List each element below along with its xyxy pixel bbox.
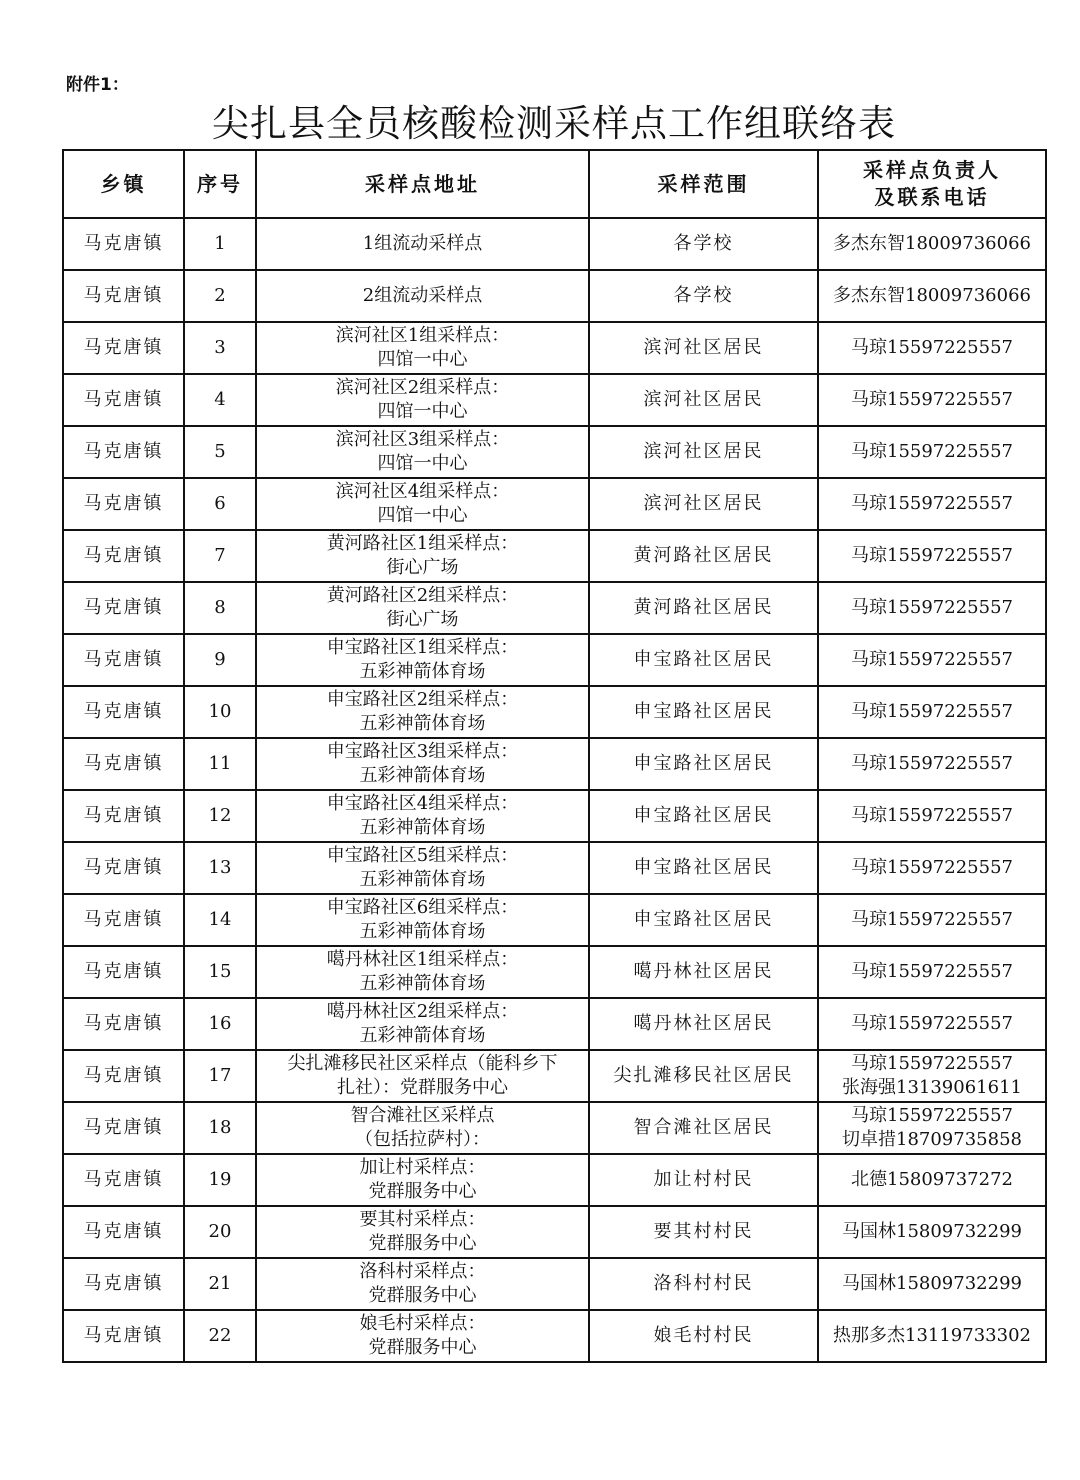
address-line2: 四馆一中心 (377, 453, 468, 474)
address-line2: 党群服务中心 (368, 1337, 477, 1358)
seq-text: 3 (214, 337, 226, 358)
contact-cell (818, 322, 1046, 374)
scope-cell (589, 1102, 818, 1154)
town-text: 马克唐镇 (83, 337, 164, 358)
table-row (63, 1050, 1046, 1102)
contact-cell (818, 946, 1046, 998)
scope-text: 噶丹林社区居民 (633, 1013, 774, 1034)
contact-line1: 马琼15597225557 (851, 597, 1013, 618)
town-cell (63, 1258, 184, 1310)
seq-cell (184, 270, 256, 322)
contact-line1: 马琼15597225557 (851, 493, 1013, 514)
table-row (63, 686, 1046, 738)
contact-line1: 马琼15597225557 (851, 649, 1013, 670)
seq-cell (184, 582, 256, 634)
scope-text: 智合滩社区居民 (633, 1117, 774, 1138)
contact-cell (818, 1050, 1046, 1102)
town-text: 马克唐镇 (83, 1169, 164, 1190)
seq-cell (184, 842, 256, 894)
scope-text: 申宝路社区居民 (633, 753, 774, 774)
seq-cell (184, 738, 256, 790)
address-cell (256, 1154, 589, 1206)
table-row (63, 946, 1046, 998)
table-row (63, 894, 1046, 946)
scope-cell (589, 686, 818, 738)
contact-table (62, 149, 1047, 1363)
contact-cell (818, 738, 1046, 790)
scope-text: 尖扎滩移民社区居民 (613, 1065, 794, 1086)
address-cell (256, 634, 589, 686)
table-row (63, 426, 1046, 478)
contact-line1: 马琼15597225557 (851, 1013, 1013, 1034)
address-line2: 街心广场 (386, 609, 459, 630)
address-line2: 党群服务中心 (368, 1285, 477, 1306)
scope-text: 滨河社区居民 (643, 493, 764, 514)
address-cell (256, 894, 589, 946)
contact-cell (818, 582, 1046, 634)
scope-text: 滨河社区居民 (643, 389, 764, 410)
town-text: 马克唐镇 (83, 1013, 164, 1034)
seq-text: 10 (208, 701, 232, 722)
scope-text: 各学校 (673, 233, 734, 254)
address-line2: 五彩神箭体育场 (359, 869, 486, 890)
contact-line1: 热那多杰13119733302 (833, 1325, 1031, 1346)
scope-text: 要其村村民 (653, 1221, 754, 1242)
town-text: 马克唐镇 (83, 857, 164, 878)
town-cell (63, 686, 184, 738)
seq-cell (184, 686, 256, 738)
address-cell (256, 218, 589, 270)
scope-cell (589, 842, 818, 894)
address-line2: 五彩神箭体育场 (359, 1025, 486, 1046)
table-row (63, 478, 1046, 530)
scope-cell (589, 270, 818, 322)
table-row (63, 842, 1046, 894)
scope-cell (589, 1050, 818, 1102)
header-contact-line1: 采样点负责人 (863, 158, 1001, 182)
address-cell (256, 738, 589, 790)
town-cell (63, 842, 184, 894)
scope-cell (589, 946, 818, 998)
seq-text: 6 (214, 493, 226, 514)
contact-line1: 马琼15597225557 (851, 753, 1013, 774)
address-line1: 黄河路社区1组采样点： (326, 533, 519, 554)
scope-cell (589, 478, 818, 530)
town-cell (63, 270, 184, 322)
seq-cell (184, 998, 256, 1050)
address-line2: 五彩神箭体育场 (359, 765, 486, 786)
town-cell (63, 1154, 184, 1206)
seq-cell (184, 946, 256, 998)
contact-cell (818, 790, 1046, 842)
table-row (63, 1102, 1046, 1154)
address-cell (256, 1102, 589, 1154)
seq-text: 5 (214, 441, 226, 462)
seq-cell (184, 1258, 256, 1310)
contact-line1: 马琼15597225557 (851, 961, 1013, 982)
scope-text: 洛科村村民 (653, 1273, 754, 1294)
contact-line1: 马琼15597225557 (851, 805, 1013, 826)
table-row (63, 1154, 1046, 1206)
header-scope: 采样范围 (589, 150, 818, 218)
contact-line1: 马琼15597225557 (851, 1053, 1013, 1074)
town-cell (63, 1102, 184, 1154)
header-town: 乡镇 (63, 150, 184, 218)
scope-cell (589, 1310, 818, 1362)
seq-text: 7 (214, 545, 226, 566)
address-line1: 黄河路社区2组采样点： (326, 585, 519, 606)
seq-cell (184, 218, 256, 270)
address-line2: 街心广场 (386, 557, 459, 578)
seq-text: 9 (214, 649, 226, 670)
contact-line1: 马琼15597225557 (851, 909, 1013, 930)
address-line1: 滨河社区2组采样点： (335, 377, 510, 398)
town-text: 马克唐镇 (83, 1221, 164, 1242)
town-text: 马克唐镇 (83, 805, 164, 826)
address-cell (256, 1310, 589, 1362)
table-row (63, 582, 1046, 634)
contact-cell (818, 686, 1046, 738)
seq-text: 4 (214, 389, 226, 410)
contact-cell (818, 1258, 1046, 1310)
address-line1: 洛科村采样点： (359, 1261, 486, 1282)
address-line1: 滨河社区1组采样点： (335, 325, 510, 346)
address-line1: 娘毛村采样点： (359, 1313, 486, 1334)
address-line1: 噶丹林社区1组采样点： (326, 949, 519, 970)
town-text: 马克唐镇 (83, 909, 164, 930)
scope-cell (589, 1258, 818, 1310)
header-address: 采样点地址 (256, 150, 589, 218)
scope-text: 各学校 (673, 285, 734, 306)
contact-line1: 多杰东智18009736066 (833, 285, 1031, 306)
scope-text: 滨河社区居民 (643, 337, 764, 358)
seq-cell (184, 322, 256, 374)
scope-cell (589, 738, 818, 790)
town-text: 马克唐镇 (83, 233, 164, 254)
table-row (63, 270, 1046, 322)
address-line1: 噶丹林社区2组采样点： (326, 1001, 519, 1022)
address-cell (256, 1050, 589, 1102)
town-text: 马克唐镇 (83, 1065, 164, 1086)
address-line2: 五彩神箭体育场 (359, 921, 486, 942)
contact-line1: 马琼15597225557 (851, 857, 1013, 878)
seq-cell (184, 374, 256, 426)
scope-cell (589, 374, 818, 426)
town-cell (63, 946, 184, 998)
scope-cell (589, 1206, 818, 1258)
seq-text: 11 (208, 753, 232, 774)
table-row (63, 738, 1046, 790)
seq-text: 17 (208, 1065, 232, 1086)
contact-cell (818, 1102, 1046, 1154)
contact-line1: 马琼15597225557 (851, 1105, 1013, 1126)
address-cell (256, 426, 589, 478)
address-line1: 尖扎滩移民社区采样点（能科乡下 (287, 1053, 558, 1074)
table-row (63, 790, 1046, 842)
scope-text: 申宝路社区居民 (633, 909, 774, 930)
scope-text: 噶丹林社区居民 (633, 961, 774, 982)
address-line2: （包括拉萨村）： (355, 1129, 490, 1150)
scope-cell (589, 1154, 818, 1206)
town-cell (63, 478, 184, 530)
table-row (63, 998, 1046, 1050)
contact-cell (818, 478, 1046, 530)
contact-line1: 马琼15597225557 (851, 389, 1013, 410)
attachment-label: 附件1： (66, 75, 129, 95)
table-row (63, 1258, 1046, 1310)
seq-cell (184, 1154, 256, 1206)
contact-line2: 切卓措18709735858 (842, 1129, 1022, 1150)
seq-text: 16 (208, 1013, 232, 1034)
address-line2: 五彩神箭体育场 (359, 713, 486, 734)
contact-cell (818, 634, 1046, 686)
address-cell (256, 842, 589, 894)
address-line2: 五彩神箭体育场 (359, 661, 486, 682)
address-cell (256, 582, 589, 634)
address-cell (256, 530, 589, 582)
scope-cell (589, 582, 818, 634)
address-cell (256, 998, 589, 1050)
scope-cell (589, 218, 818, 270)
table-header-row (63, 150, 1046, 218)
address-line2: 扎社）：党群服务中心 (337, 1077, 508, 1098)
seq-cell (184, 530, 256, 582)
table-row (63, 374, 1046, 426)
town-cell (63, 738, 184, 790)
address-line1: 滨河社区3组采样点： (335, 429, 510, 450)
town-cell (63, 322, 184, 374)
town-text: 马克唐镇 (83, 753, 164, 774)
contact-cell (818, 998, 1046, 1050)
address-cell (256, 946, 589, 998)
address-line1: 1组流动采样点 (362, 233, 483, 254)
scope-text: 申宝路社区居民 (633, 701, 774, 722)
contact-cell (818, 842, 1046, 894)
seq-cell (184, 1050, 256, 1102)
scope-cell (589, 998, 818, 1050)
header-contact (818, 150, 1046, 218)
seq-text: 8 (214, 597, 226, 618)
town-text: 马克唐镇 (83, 545, 164, 566)
scope-cell (589, 894, 818, 946)
seq-cell (184, 634, 256, 686)
scope-text: 黄河路社区居民 (633, 545, 774, 566)
town-cell (63, 582, 184, 634)
address-line2: 党群服务中心 (368, 1233, 477, 1254)
town-text: 马克唐镇 (83, 961, 164, 982)
address-line1: 要其村采样点： (359, 1209, 486, 1230)
contact-line1: 马国林15809732299 (842, 1273, 1022, 1294)
address-line1: 申宝路社区4组采样点： (326, 793, 519, 814)
address-line2: 四馆一中心 (377, 401, 468, 422)
address-line1: 2组流动采样点 (362, 285, 483, 306)
address-cell (256, 1258, 589, 1310)
contact-cell (818, 530, 1046, 582)
town-cell (63, 530, 184, 582)
scope-text: 申宝路社区居民 (633, 805, 774, 826)
address-line2: 四馆一中心 (377, 349, 468, 370)
scope-cell (589, 426, 818, 478)
address-line1: 申宝路社区1组采样点： (326, 637, 519, 658)
seq-cell (184, 1206, 256, 1258)
address-line1: 加让村采样点： (359, 1157, 486, 1178)
town-text: 马克唐镇 (83, 493, 164, 514)
contact-line1: 马琼15597225557 (851, 545, 1013, 566)
town-text: 马克唐镇 (83, 701, 164, 722)
town-text: 马克唐镇 (83, 285, 164, 306)
seq-cell (184, 790, 256, 842)
town-text: 马克唐镇 (83, 441, 164, 462)
contact-cell (818, 426, 1046, 478)
contact-cell (818, 1154, 1046, 1206)
address-line1: 申宝路社区2组采样点： (326, 689, 519, 710)
seq-text: 1 (214, 233, 226, 254)
address-line1: 申宝路社区6组采样点： (326, 897, 519, 918)
contact-line1: 多杰东智18009736066 (833, 233, 1031, 254)
contact-cell (818, 1310, 1046, 1362)
table-row (63, 530, 1046, 582)
town-text: 马克唐镇 (83, 1273, 164, 1294)
town-cell (63, 1206, 184, 1258)
contact-cell (818, 894, 1046, 946)
address-line2: 五彩神箭体育场 (359, 817, 486, 838)
contact-line2: 张海强13139061611 (842, 1077, 1022, 1098)
town-cell (63, 790, 184, 842)
table-row (63, 218, 1046, 270)
address-cell (256, 270, 589, 322)
town-text: 马克唐镇 (83, 1325, 164, 1346)
contact-cell (818, 374, 1046, 426)
seq-text: 22 (208, 1325, 232, 1346)
scope-cell (589, 322, 818, 374)
town-cell (63, 218, 184, 270)
seq-cell (184, 426, 256, 478)
header-contact-line2: 及联系电话 (874, 185, 990, 209)
town-cell (63, 998, 184, 1050)
scope-text: 黄河路社区居民 (633, 597, 774, 618)
town-cell (63, 894, 184, 946)
seq-text: 2 (214, 285, 226, 306)
table-row (63, 1206, 1046, 1258)
seq-text: 15 (208, 961, 232, 982)
contact-cell (818, 218, 1046, 270)
table-row (63, 322, 1046, 374)
seq-text: 20 (208, 1221, 232, 1242)
town-text: 马克唐镇 (83, 1117, 164, 1138)
address-line1: 申宝路社区3组采样点： (326, 741, 519, 762)
contact-cell (818, 270, 1046, 322)
address-cell (256, 686, 589, 738)
seq-cell (184, 1102, 256, 1154)
seq-text: 12 (208, 805, 232, 826)
seq-cell (184, 894, 256, 946)
address-cell (256, 790, 589, 842)
town-text: 马克唐镇 (83, 389, 164, 410)
town-cell (63, 374, 184, 426)
seq-cell (184, 478, 256, 530)
contact-line1: 马国林15809732299 (842, 1221, 1022, 1242)
town-cell (63, 1050, 184, 1102)
contact-line1: 马琼15597225557 (851, 701, 1013, 722)
table-row (63, 1310, 1046, 1362)
seq-text: 19 (208, 1169, 232, 1190)
town-text: 马克唐镇 (83, 597, 164, 618)
town-cell (63, 1310, 184, 1362)
address-line2: 五彩神箭体育场 (359, 973, 486, 994)
contact-line1: 马琼15597225557 (851, 441, 1013, 462)
address-line2: 四馆一中心 (377, 505, 468, 526)
address-line1: 智合滩社区采样点 (350, 1105, 495, 1126)
scope-text: 滨河社区居民 (643, 441, 764, 462)
table-row (63, 634, 1046, 686)
header-seq: 序号 (184, 150, 256, 218)
page-title: 尖扎县全员核酸检测采样点工作组联络表 (212, 102, 896, 145)
contact-cell (818, 1206, 1046, 1258)
seq-text: 21 (208, 1273, 232, 1294)
scope-text: 申宝路社区居民 (633, 649, 774, 670)
seq-cell (184, 1310, 256, 1362)
address-line1: 滨河社区4组采样点： (335, 481, 510, 502)
address-cell (256, 374, 589, 426)
seq-text: 13 (208, 857, 232, 878)
address-cell (256, 322, 589, 374)
contact-line1: 马琼15597225557 (851, 337, 1013, 358)
scope-cell (589, 634, 818, 686)
address-cell (256, 1206, 589, 1258)
scope-cell (589, 530, 818, 582)
scope-text: 加让村村民 (653, 1169, 754, 1190)
seq-text: 18 (208, 1117, 232, 1138)
scope-text: 娘毛村村民 (653, 1325, 754, 1346)
seq-text: 14 (208, 909, 232, 930)
town-text: 马克唐镇 (83, 649, 164, 670)
town-cell (63, 426, 184, 478)
address-line1: 申宝路社区5组采样点： (326, 845, 519, 866)
town-cell (63, 634, 184, 686)
scope-cell (589, 790, 818, 842)
scope-text: 申宝路社区居民 (633, 857, 774, 878)
contact-line1: 北德15809737272 (851, 1169, 1013, 1190)
address-cell (256, 478, 589, 530)
address-line2: 党群服务中心 (368, 1181, 477, 1202)
